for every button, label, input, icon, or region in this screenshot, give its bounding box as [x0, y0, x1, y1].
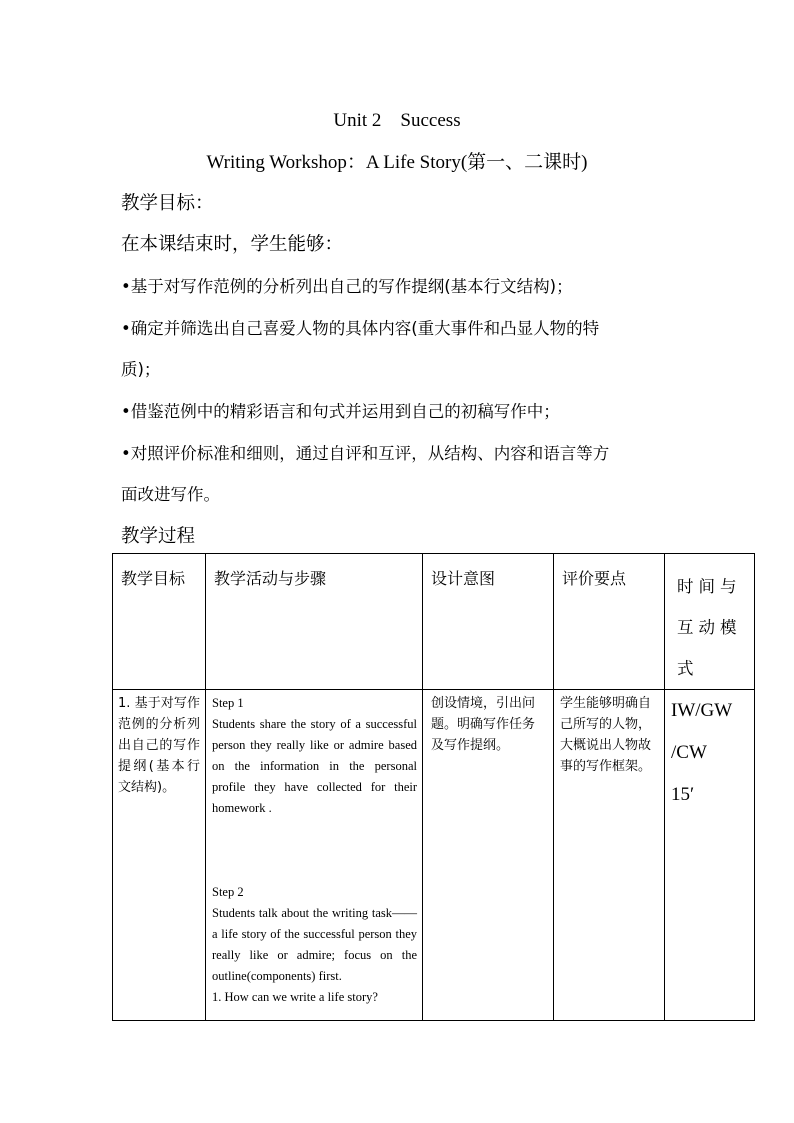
- step2-text: Students talk about the writing task—— a life story of the successful person they really like or admire; focus on the outline(components) first.: [212, 906, 417, 983]
- objective-bullet: •对照评价标准和细则，通过自评和互评，从结构、内容和语言等方: [121, 444, 610, 463]
- mode-line: 15′: [671, 784, 695, 805]
- objective-bullet: •基于对写作范例的分析列出自己的写作提纲(基本行文结构)；: [121, 277, 573, 296]
- objective-bullet-continuation: 质)；: [121, 360, 161, 379]
- teaching-process-table: [112, 553, 755, 1021]
- row-evaluation: 学生能够明确自己所写的人物，大概说出人物故事的写作框架。: [560, 696, 652, 774]
- objectives-intro: 在本课结束时，学生能够：: [121, 234, 344, 255]
- header-cell: [113, 554, 206, 690]
- objectives-heading: 教学目标：: [121, 193, 214, 214]
- table-row: [113, 690, 755, 1021]
- row-activities: [206, 690, 422, 1008]
- header-evaluation: 评价要点: [562, 569, 627, 588]
- header-intent: 设计意图: [431, 569, 496, 588]
- header-cell: [423, 554, 554, 690]
- header-cell: [206, 554, 423, 690]
- mode-line: IW/GW: [671, 700, 733, 721]
- activities-cell: [206, 690, 423, 1021]
- header-activities: 教学活动与步骤: [214, 569, 327, 588]
- objective-bullet-continuation: 面改进写作。: [121, 485, 220, 504]
- row-goal: 1. 基于对写作范例的分析列出自己的写作提纲(基本行文结构)。: [118, 696, 200, 795]
- header-goal: 教学目标: [121, 569, 186, 588]
- header-time-line: 互动模: [677, 618, 742, 637]
- objective-bullet: •借鉴范例中的精彩语言和句式并运用到自己的初稿写作中；: [121, 402, 560, 421]
- mode-cell: [665, 690, 755, 1021]
- mode-line: /CW: [671, 742, 707, 763]
- header-time-line: 时间与: [677, 577, 742, 596]
- unit-title: Unit 2 Success: [333, 110, 461, 131]
- header-time-line: 式: [677, 659, 699, 678]
- evaluation-cell: [554, 690, 665, 1021]
- step2-title: Step 2: [212, 885, 244, 899]
- goal-cell: [113, 690, 206, 1021]
- step1-title: Step 1: [212, 696, 244, 710]
- objective-bullet: •确定并筛选出自己喜爱人物的具体内容(重大事件和凸显人物的特: [121, 319, 600, 338]
- process-heading: 教学过程: [121, 526, 196, 547]
- header-time-mode: [665, 554, 754, 689]
- step1-text: Students share the story of a successful person they really like or admire based on the information in the personal profile they have collected for their homework .: [212, 717, 417, 815]
- intent-cell: [423, 690, 554, 1021]
- header-cell: [665, 554, 755, 690]
- step2-question: 1. How can we write a life story?: [212, 990, 378, 1004]
- lesson-subtitle: Writing Workshop：A Life Story(第一、二课时): [206, 152, 588, 173]
- row-intent: 创设情境，引出问题。明确写作任务及写作提纲。: [431, 696, 536, 753]
- spacer: [212, 819, 417, 882]
- row-mode: [665, 690, 754, 816]
- table-header-row: [113, 554, 755, 690]
- header-cell: [554, 554, 665, 690]
